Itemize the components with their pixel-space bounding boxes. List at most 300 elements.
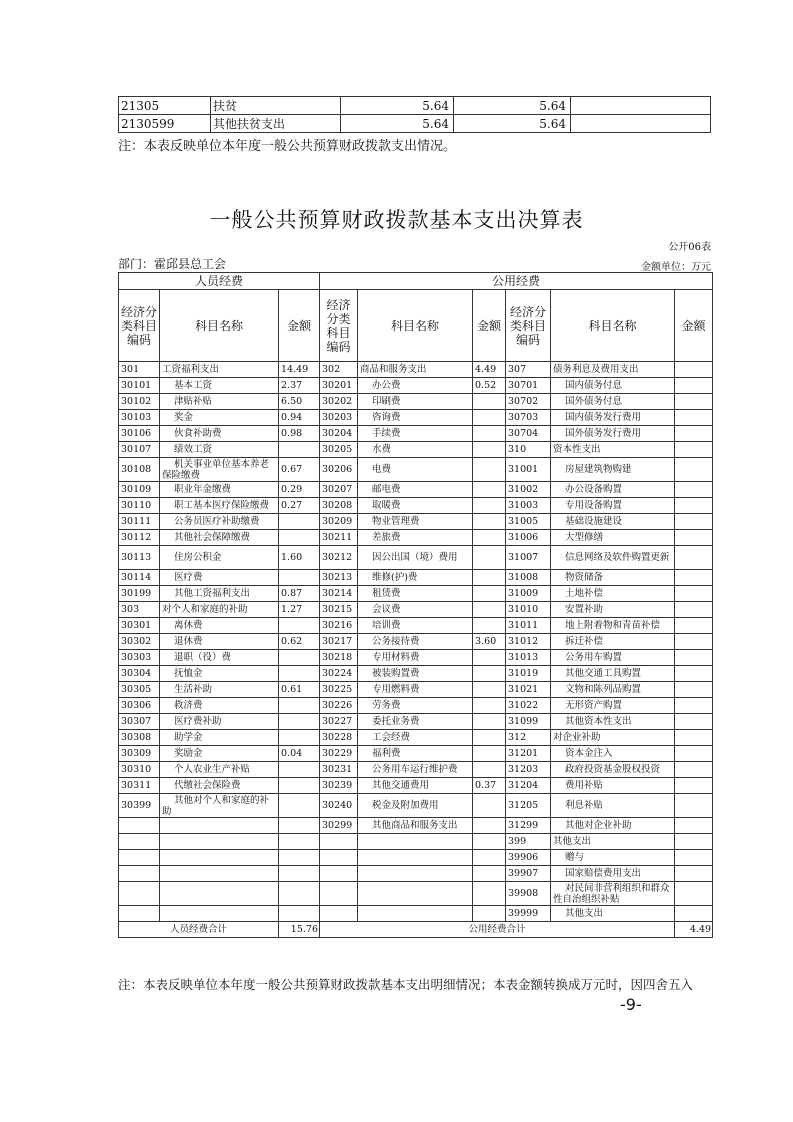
amount-cell bbox=[279, 618, 320, 634]
amount-cell bbox=[675, 602, 713, 618]
name-column-header: 科目名称 bbox=[160, 290, 279, 362]
amount-cell: 3.60 bbox=[473, 634, 506, 650]
table-row bbox=[119, 682, 713, 698]
code-cell: 30206 bbox=[320, 458, 358, 482]
amount-cell bbox=[675, 762, 713, 778]
code-cell: 30701 bbox=[506, 378, 551, 394]
code-cell: 30110 bbox=[119, 498, 160, 514]
code-cell: 30399 bbox=[119, 794, 160, 818]
code-cell: 30703 bbox=[506, 410, 551, 426]
amount-cell bbox=[279, 882, 320, 906]
code-cell: 31012 bbox=[506, 634, 551, 650]
name-cell: 公务员医疗补助缴费 bbox=[160, 514, 279, 530]
amount-cell: 0.62 bbox=[279, 634, 320, 650]
name-cell: 退休费 bbox=[160, 634, 279, 650]
code-cell: 31002 bbox=[506, 482, 551, 498]
name-cell bbox=[160, 906, 279, 922]
code-cell: 30306 bbox=[119, 698, 160, 714]
name-cell: 工会经费 bbox=[358, 730, 473, 746]
name-cell: 资本金注入 bbox=[551, 746, 675, 762]
table-row bbox=[119, 730, 713, 746]
code-cell: 31203 bbox=[506, 762, 551, 778]
amount-cell bbox=[675, 818, 713, 834]
code-cell: 39907 bbox=[506, 866, 551, 882]
name-cell: 专用设备购置 bbox=[551, 498, 675, 514]
code-column-header: 经济分类科目编码 bbox=[119, 290, 160, 362]
code-cell: 312 bbox=[506, 730, 551, 746]
name-cell: 文物和陈列品购置 bbox=[551, 682, 675, 698]
amount-cell: 5.64 bbox=[341, 97, 454, 115]
code-cell: 303 bbox=[119, 602, 160, 618]
table-row bbox=[119, 498, 713, 514]
code-cell: 30209 bbox=[320, 514, 358, 530]
public-total-label: 公用经费合计 bbox=[320, 922, 675, 938]
amount-cell bbox=[675, 570, 713, 586]
amount-cell bbox=[473, 394, 506, 410]
name-cell bbox=[160, 834, 279, 850]
code-cell: 30108 bbox=[119, 458, 160, 482]
code-cell: 30201 bbox=[320, 378, 358, 394]
code-cell bbox=[119, 882, 160, 906]
name-cell: 住房公积金 bbox=[160, 546, 279, 570]
amount-cell bbox=[473, 682, 506, 698]
name-cell bbox=[160, 818, 279, 834]
amount-cell bbox=[675, 866, 713, 882]
personnel-total-value: 15.76 bbox=[279, 922, 320, 938]
name-cell: 医疗费补助 bbox=[160, 714, 279, 730]
previous-table-continuation bbox=[118, 96, 711, 133]
name-cell: 其他扶贫支出 bbox=[211, 115, 341, 133]
amount-cell bbox=[675, 458, 713, 482]
code-cell: 30103 bbox=[119, 410, 160, 426]
table-row bbox=[119, 906, 713, 922]
name-cell: 其他支出 bbox=[551, 906, 675, 922]
amount-cell bbox=[279, 530, 320, 546]
amount-cell bbox=[279, 850, 320, 866]
name-cell bbox=[160, 866, 279, 882]
table-row bbox=[119, 882, 713, 906]
amount-cell: 0.52 bbox=[473, 378, 506, 394]
table-row bbox=[119, 746, 713, 762]
amount-cell: 5.64 bbox=[454, 97, 571, 115]
code-cell: 301 bbox=[119, 362, 160, 378]
name-cell: 被装购置费 bbox=[358, 666, 473, 682]
amount-cell bbox=[675, 362, 713, 378]
amount-cell: 5.64 bbox=[454, 115, 571, 133]
name-cell bbox=[358, 850, 473, 866]
name-cell: 大型修缮 bbox=[551, 530, 675, 546]
code-cell: 30208 bbox=[320, 498, 358, 514]
name-cell: 福利费 bbox=[358, 746, 473, 762]
name-cell: 基础设施建设 bbox=[551, 514, 675, 530]
name-cell: 地上附着物和青苗补偿 bbox=[551, 618, 675, 634]
table-row bbox=[119, 602, 713, 618]
code-cell: 30301 bbox=[119, 618, 160, 634]
code-cell: 30204 bbox=[320, 426, 358, 442]
amount-cell bbox=[279, 698, 320, 714]
amount-cell: 1.60 bbox=[279, 546, 320, 570]
name-cell: 其他工资福利支出 bbox=[160, 586, 279, 602]
name-cell: 政府投资基金股权投资 bbox=[551, 762, 675, 778]
table-row bbox=[119, 410, 713, 426]
name-cell bbox=[358, 834, 473, 850]
amount-cell bbox=[473, 498, 506, 514]
amount-cell bbox=[279, 442, 320, 458]
code-cell: 30216 bbox=[320, 618, 358, 634]
code-cell: 31021 bbox=[506, 682, 551, 698]
name-cell: 办公设备购置 bbox=[551, 482, 675, 498]
amount-cell bbox=[473, 762, 506, 778]
code-cell: 30218 bbox=[320, 650, 358, 666]
page-title: 一般公共预算财政拨款基本支出决算表 bbox=[209, 208, 584, 232]
name-cell: 其他社会保障缴费 bbox=[160, 530, 279, 546]
code-cell: 302 bbox=[320, 362, 358, 378]
code-cell bbox=[119, 850, 160, 866]
name-cell: 离休费 bbox=[160, 618, 279, 634]
table-row bbox=[119, 570, 713, 586]
code-column-header: 经济分类科目编码 bbox=[506, 290, 551, 362]
name-cell: 维修(护)费 bbox=[358, 570, 473, 586]
amount-cell bbox=[279, 514, 320, 530]
name-cell: 医疗费 bbox=[160, 570, 279, 586]
name-cell: 赠与 bbox=[551, 850, 675, 866]
code-cell: 307 bbox=[506, 362, 551, 378]
code-cell: 31011 bbox=[506, 618, 551, 634]
code-cell bbox=[119, 906, 160, 922]
name-cell: 水费 bbox=[358, 442, 473, 458]
amount-cell bbox=[675, 882, 713, 906]
name-cell: 因公出国（境）费用 bbox=[358, 546, 473, 570]
code-cell: 31006 bbox=[506, 530, 551, 546]
table-row bbox=[119, 834, 713, 850]
amount-cell bbox=[675, 634, 713, 650]
code-cell: 30211 bbox=[320, 530, 358, 546]
name-cell: 物资储备 bbox=[551, 570, 675, 586]
code-cell: 31005 bbox=[506, 514, 551, 530]
totals-row bbox=[119, 922, 713, 938]
amount-cell bbox=[473, 794, 506, 818]
name-cell: 对民间非营利组织和群众性自治组织补贴 bbox=[551, 882, 675, 906]
name-cell: 抚恤金 bbox=[160, 666, 279, 682]
name-cell: 助学金 bbox=[160, 730, 279, 746]
amount-cell: 0.27 bbox=[279, 498, 320, 514]
table-row bbox=[119, 650, 713, 666]
code-cell: 31201 bbox=[506, 746, 551, 762]
table-row bbox=[119, 714, 713, 730]
code-cell: 31010 bbox=[506, 602, 551, 618]
table-row bbox=[119, 850, 713, 866]
code-cell: 30310 bbox=[119, 762, 160, 778]
unit-label: 金额单位：万元 bbox=[641, 262, 711, 273]
code-cell: 31001 bbox=[506, 458, 551, 482]
table-row bbox=[119, 818, 713, 834]
amount-cell bbox=[279, 570, 320, 586]
name-cell: 职工基本医疗保险缴费 bbox=[160, 498, 279, 514]
name-cell bbox=[160, 882, 279, 906]
table-note: 注：本表反映单位本年度一般公共预算财政拨款基本支出明细情况；本表金额转换成万元时，因四舍五入 bbox=[118, 977, 694, 992]
table-row bbox=[119, 362, 713, 378]
code-cell bbox=[119, 818, 160, 834]
amount-cell bbox=[675, 498, 713, 514]
table-row bbox=[119, 97, 711, 115]
name-cell: 个人农业生产补贴 bbox=[160, 762, 279, 778]
name-cell: 国内债务付息 bbox=[551, 378, 675, 394]
code-cell: 30109 bbox=[119, 482, 160, 498]
table-row bbox=[119, 778, 713, 794]
name-cell: 拆迁补偿 bbox=[551, 634, 675, 650]
amount-cell bbox=[473, 426, 506, 442]
table-row bbox=[119, 586, 713, 602]
name-column-header: 科目名称 bbox=[551, 290, 675, 362]
name-column-header: 科目名称 bbox=[358, 290, 473, 362]
code-cell: 31009 bbox=[506, 586, 551, 602]
amount-cell bbox=[279, 778, 320, 794]
code-cell: 31205 bbox=[506, 794, 551, 818]
name-cell: 国外债务发行费用 bbox=[551, 426, 675, 442]
name-cell: 会议费 bbox=[358, 602, 473, 618]
name-cell: 对企业补助 bbox=[551, 730, 675, 746]
code-cell: 30227 bbox=[320, 714, 358, 730]
table-row bbox=[119, 514, 713, 530]
amount-cell: 0.04 bbox=[279, 746, 320, 762]
amount-cell bbox=[279, 866, 320, 882]
table-row bbox=[119, 530, 713, 546]
amount-cell: 14.49 bbox=[279, 362, 320, 378]
amount-cell bbox=[279, 762, 320, 778]
name-cell bbox=[358, 866, 473, 882]
code-cell: 31299 bbox=[506, 818, 551, 834]
amount-cell bbox=[473, 514, 506, 530]
amount-cell: 6.50 bbox=[279, 394, 320, 410]
amount-cell bbox=[473, 530, 506, 546]
table-row bbox=[119, 546, 713, 570]
code-cell: 30205 bbox=[320, 442, 358, 458]
amount-column-header: 金额 bbox=[473, 290, 506, 362]
code-cell: 30702 bbox=[506, 394, 551, 410]
code-cell: 30226 bbox=[320, 698, 358, 714]
code-cell: 310 bbox=[506, 442, 551, 458]
code-cell: 30228 bbox=[320, 730, 358, 746]
name-cell: 电费 bbox=[358, 458, 473, 482]
amount-cell bbox=[675, 834, 713, 850]
table-row bbox=[119, 866, 713, 882]
name-cell: 机关事业单位基本养老保险缴费 bbox=[160, 458, 279, 482]
code-cell: 30207 bbox=[320, 482, 358, 498]
name-cell: 手续费 bbox=[358, 426, 473, 442]
name-cell: 劳务费 bbox=[358, 698, 473, 714]
name-cell: 委托业务费 bbox=[358, 714, 473, 730]
amount-cell bbox=[675, 394, 713, 410]
name-cell: 对个人和家庭的补助 bbox=[160, 602, 279, 618]
code-cell: 31204 bbox=[506, 778, 551, 794]
code-cell: 30212 bbox=[320, 546, 358, 570]
amount-cell bbox=[675, 746, 713, 762]
amount-cell bbox=[473, 482, 506, 498]
name-cell: 差旅费 bbox=[358, 530, 473, 546]
name-cell: 印刷费 bbox=[358, 394, 473, 410]
code-cell: 31019 bbox=[506, 666, 551, 682]
amount-cell bbox=[675, 906, 713, 922]
code-cell: 21305 bbox=[119, 97, 211, 115]
name-cell: 租赁费 bbox=[358, 586, 473, 602]
personnel-total-label: 人员经费合计 bbox=[119, 922, 279, 938]
amount-cell: 2.37 bbox=[279, 378, 320, 394]
name-cell: 国外债务付息 bbox=[551, 394, 675, 410]
name-cell: 专用燃料费 bbox=[358, 682, 473, 698]
code-cell: 31013 bbox=[506, 650, 551, 666]
amount-cell bbox=[675, 698, 713, 714]
amount-cell bbox=[675, 730, 713, 746]
name-cell: 职业年金缴费 bbox=[160, 482, 279, 498]
table-row bbox=[119, 378, 713, 394]
code-cell: 39908 bbox=[506, 882, 551, 906]
code-cell: 30215 bbox=[320, 602, 358, 618]
amount-cell bbox=[473, 818, 506, 834]
code-cell: 31003 bbox=[506, 498, 551, 514]
name-cell: 利息补贴 bbox=[551, 794, 675, 818]
code-cell bbox=[119, 866, 160, 882]
amount-cell bbox=[473, 834, 506, 850]
code-cell: 30202 bbox=[320, 394, 358, 410]
code-cell bbox=[320, 850, 358, 866]
amount-cell bbox=[571, 115, 711, 133]
code-cell: 30203 bbox=[320, 410, 358, 426]
code-cell: 30214 bbox=[320, 586, 358, 602]
code-cell: 30704 bbox=[506, 426, 551, 442]
table-row bbox=[119, 458, 713, 482]
name-cell: 取暖费 bbox=[358, 498, 473, 514]
amount-cell bbox=[473, 458, 506, 482]
amount-cell bbox=[675, 426, 713, 442]
personnel-group-header: 人员经费 bbox=[119, 273, 320, 290]
name-cell: 邮电费 bbox=[358, 482, 473, 498]
table-row bbox=[119, 794, 713, 818]
amount-cell bbox=[675, 410, 713, 426]
amount-cell bbox=[675, 442, 713, 458]
amount-cell bbox=[279, 906, 320, 922]
amount-cell: 0.29 bbox=[279, 482, 320, 498]
table-row bbox=[119, 666, 713, 682]
name-cell: 安置补助 bbox=[551, 602, 675, 618]
amount-cell bbox=[473, 442, 506, 458]
name-cell: 公务用车购置 bbox=[551, 650, 675, 666]
amount-cell bbox=[279, 794, 320, 818]
amount-cell bbox=[571, 97, 711, 115]
amount-cell bbox=[675, 378, 713, 394]
name-cell: 生活补助 bbox=[160, 682, 279, 698]
amount-cell bbox=[473, 618, 506, 634]
amount-cell: 0.94 bbox=[279, 410, 320, 426]
page-number: -9- bbox=[620, 995, 642, 1014]
name-cell bbox=[358, 906, 473, 922]
code-cell: 30309 bbox=[119, 746, 160, 762]
amount-cell bbox=[675, 546, 713, 570]
amount-cell bbox=[279, 834, 320, 850]
code-cell: 31099 bbox=[506, 714, 551, 730]
table-row bbox=[119, 762, 713, 778]
name-cell bbox=[358, 882, 473, 906]
code-cell: 30225 bbox=[320, 682, 358, 698]
name-cell: 专用材料费 bbox=[358, 650, 473, 666]
code-cell: 30101 bbox=[119, 378, 160, 394]
code-cell: 30240 bbox=[320, 794, 358, 818]
table-row bbox=[119, 482, 713, 498]
amount-cell bbox=[473, 410, 506, 426]
code-cell: 30111 bbox=[119, 514, 160, 530]
name-cell: 其他支出 bbox=[551, 834, 675, 850]
code-cell bbox=[320, 866, 358, 882]
amount-cell bbox=[279, 650, 320, 666]
amount-cell bbox=[473, 586, 506, 602]
amount-cell bbox=[675, 850, 713, 866]
amount-cell bbox=[675, 514, 713, 530]
amount-cell bbox=[675, 618, 713, 634]
table-row bbox=[119, 634, 713, 650]
name-cell: 津贴补贴 bbox=[160, 394, 279, 410]
name-cell: 办公费 bbox=[358, 378, 473, 394]
code-cell: 30199 bbox=[119, 586, 160, 602]
amount-cell bbox=[473, 698, 506, 714]
code-cell: 399 bbox=[506, 834, 551, 850]
name-cell: 基本工资 bbox=[160, 378, 279, 394]
amount-cell bbox=[473, 666, 506, 682]
amount-cell: 4.49 bbox=[473, 362, 506, 378]
amount-cell: 5.64 bbox=[341, 115, 454, 133]
name-cell: 绩效工资 bbox=[160, 442, 279, 458]
amount-cell bbox=[675, 482, 713, 498]
code-cell: 31007 bbox=[506, 546, 551, 570]
name-cell: 费用补贴 bbox=[551, 778, 675, 794]
amount-cell bbox=[279, 714, 320, 730]
table-row bbox=[119, 115, 711, 133]
amount-cell bbox=[675, 714, 713, 730]
name-cell: 代缴社会保险费 bbox=[160, 778, 279, 794]
name-cell: 其他对个人和家庭的补助 bbox=[160, 794, 279, 818]
code-cell bbox=[119, 834, 160, 850]
name-cell: 救济费 bbox=[160, 698, 279, 714]
amount-cell bbox=[473, 570, 506, 586]
name-cell bbox=[160, 850, 279, 866]
basic-expenditure-table bbox=[118, 272, 713, 938]
code-cell: 30114 bbox=[119, 570, 160, 586]
amount-cell bbox=[279, 818, 320, 834]
amount-cell bbox=[473, 714, 506, 730]
name-cell: 工资福利支出 bbox=[160, 362, 279, 378]
name-cell: 其他对企业补助 bbox=[551, 818, 675, 834]
code-cell: 31022 bbox=[506, 698, 551, 714]
code-cell: 30112 bbox=[119, 530, 160, 546]
code-cell: 30304 bbox=[119, 666, 160, 682]
amount-cell bbox=[473, 850, 506, 866]
amount-cell bbox=[279, 730, 320, 746]
name-cell: 债务利息及费用支出 bbox=[551, 362, 675, 378]
department-label: 部门：霍邱县总工会 bbox=[118, 257, 227, 271]
code-cell: 39999 bbox=[506, 906, 551, 922]
amount-cell: 1.27 bbox=[279, 602, 320, 618]
amount-cell bbox=[473, 882, 506, 906]
amount-cell bbox=[675, 586, 713, 602]
top-table-note: 注：本表反映单位本年度一般公共预算财政拨款支出情况。 bbox=[118, 139, 457, 154]
amount-cell bbox=[473, 730, 506, 746]
name-cell: 奖励金 bbox=[160, 746, 279, 762]
name-cell: 退职（役）费 bbox=[160, 650, 279, 666]
name-cell: 其他交通费用 bbox=[358, 778, 473, 794]
amount-cell bbox=[473, 746, 506, 762]
code-cell: 30239 bbox=[320, 778, 358, 794]
name-cell: 公务接待费 bbox=[358, 634, 473, 650]
code-cell: 39906 bbox=[506, 850, 551, 866]
amount-cell bbox=[473, 650, 506, 666]
